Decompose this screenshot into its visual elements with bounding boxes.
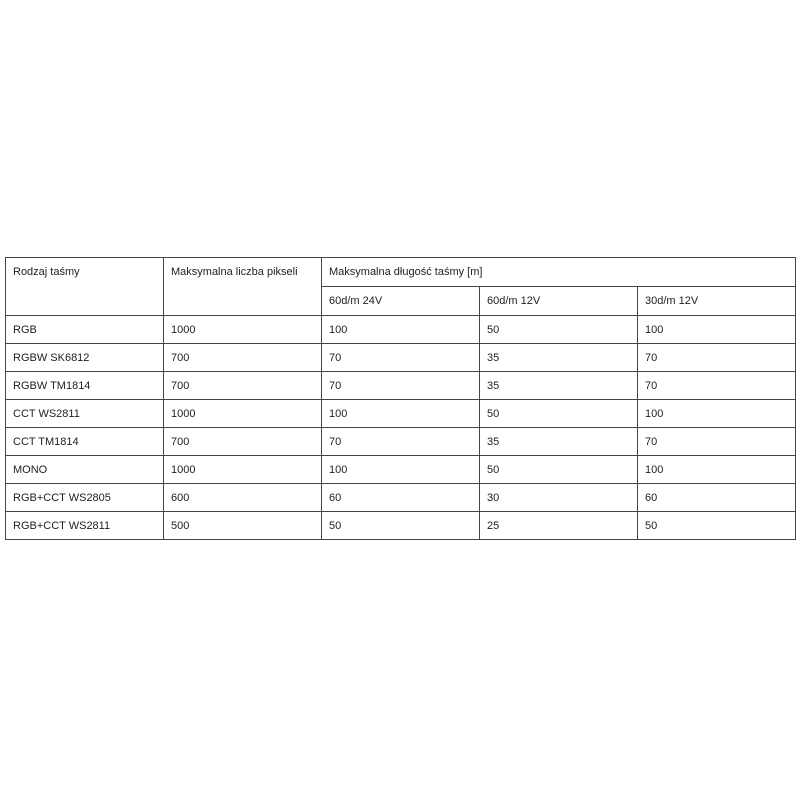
table-row bbox=[6, 372, 796, 400]
led-strip-table bbox=[5, 257, 796, 540]
cell-strip-type: CCT WS2811 bbox=[6, 400, 164, 428]
table-row bbox=[6, 316, 796, 344]
cell-length-30dm-12v: 70 bbox=[638, 428, 796, 456]
cell-strip-type: RGB+CCT WS2811 bbox=[6, 512, 164, 540]
cell-length-60dm-24v: 70 bbox=[322, 372, 480, 400]
cell-length-30dm-12v: 70 bbox=[638, 344, 796, 372]
cell-length-60dm-12v: 50 bbox=[480, 316, 638, 344]
cell-length-60dm-24v: 100 bbox=[322, 316, 480, 344]
cell-length-60dm-12v: 35 bbox=[480, 428, 638, 456]
cell-length-60dm-12v: 35 bbox=[480, 344, 638, 372]
table-row bbox=[6, 400, 796, 428]
header-row bbox=[6, 258, 796, 287]
cell-length-30dm-12v: 100 bbox=[638, 456, 796, 484]
cell-strip-type: RGB bbox=[6, 316, 164, 344]
cell-length-60dm-24v: 60 bbox=[322, 484, 480, 512]
cell-length-60dm-24v: 70 bbox=[322, 428, 480, 456]
cell-length-60dm-12v: 25 bbox=[480, 512, 638, 540]
cell-length-30dm-12v: 100 bbox=[638, 316, 796, 344]
cell-length-60dm-24v: 100 bbox=[322, 400, 480, 428]
cell-length-60dm-24v: 100 bbox=[322, 456, 480, 484]
cell-length-60dm-24v: 70 bbox=[322, 344, 480, 372]
cell-strip-type: RGB+CCT WS2805 bbox=[6, 484, 164, 512]
cell-max-pixels: 1000 bbox=[164, 400, 322, 428]
table-row bbox=[6, 456, 796, 484]
cell-max-pixels: 700 bbox=[164, 344, 322, 372]
table-row bbox=[6, 484, 796, 512]
cell-length-60dm-12v: 50 bbox=[480, 456, 638, 484]
cell-length-60dm-12v: 35 bbox=[480, 372, 638, 400]
cell-length-30dm-12v: 100 bbox=[638, 400, 796, 428]
cell-max-pixels: 700 bbox=[164, 372, 322, 400]
header-max-pixels: Maksymalna liczba pikseli bbox=[164, 258, 322, 316]
header-max-length: Maksymalna długość taśmy [m] bbox=[322, 258, 796, 287]
cell-strip-type: CCT TM1814 bbox=[6, 428, 164, 456]
subheader-60dm-12v: 60d/m 12V bbox=[480, 287, 638, 316]
cell-length-30dm-12v: 60 bbox=[638, 484, 796, 512]
cell-max-pixels: 700 bbox=[164, 428, 322, 456]
cell-strip-type: RGBW TM1814 bbox=[6, 372, 164, 400]
table-row bbox=[6, 344, 796, 372]
header-strip-type: Rodzaj taśmy bbox=[6, 258, 164, 316]
cell-max-pixels: 1000 bbox=[164, 316, 322, 344]
cell-max-pixels: 500 bbox=[164, 512, 322, 540]
subheader-30dm-12v: 30d/m 12V bbox=[638, 287, 796, 316]
cell-length-30dm-12v: 70 bbox=[638, 372, 796, 400]
subheader-60dm-24v: 60d/m 24V bbox=[322, 287, 480, 316]
cell-strip-type: MONO bbox=[6, 456, 164, 484]
cell-length-30dm-12v: 50 bbox=[638, 512, 796, 540]
cell-strip-type: RGBW SK6812 bbox=[6, 344, 164, 372]
cell-length-60dm-24v: 50 bbox=[322, 512, 480, 540]
cell-length-60dm-12v: 30 bbox=[480, 484, 638, 512]
cell-max-pixels: 1000 bbox=[164, 456, 322, 484]
cell-max-pixels: 600 bbox=[164, 484, 322, 512]
cell-length-60dm-12v: 50 bbox=[480, 400, 638, 428]
table-row bbox=[6, 428, 796, 456]
table-row bbox=[6, 512, 796, 540]
